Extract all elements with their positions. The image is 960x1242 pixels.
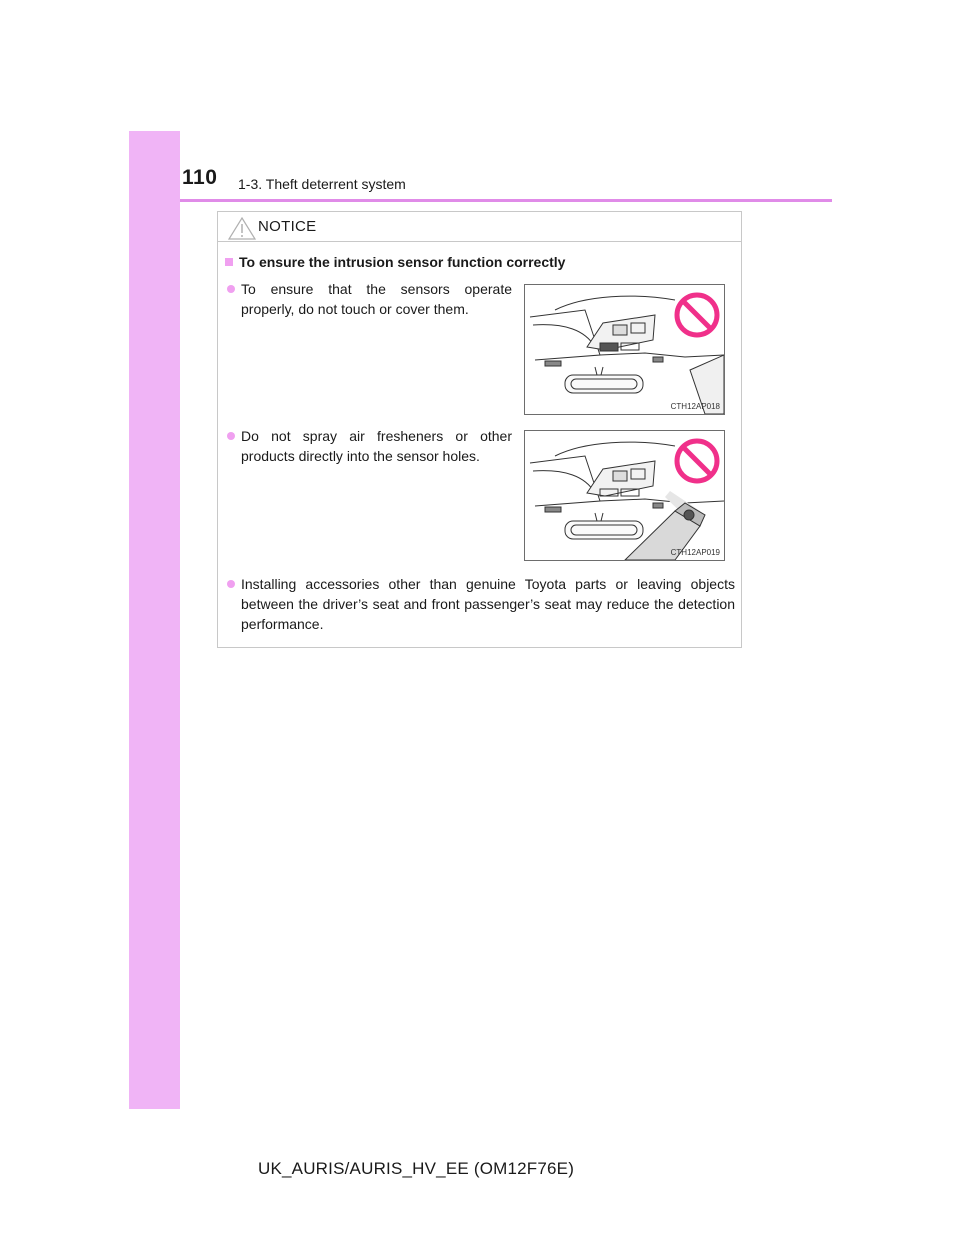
bullet-dot-icon — [227, 432, 235, 440]
document-code: UK_AURIS/AURIS_HV_EE (OM12F76E) — [258, 1159, 575, 1178]
figure-sensor-touch — [524, 284, 725, 415]
notice-header — [218, 212, 741, 242]
bullet-dot-icon — [227, 285, 235, 293]
bullet-item: Do not spray air fresheners or other products directly into the sensor holes. — [241, 426, 512, 466]
bullet-item: To ensure that the sensors operate properly, do not touch or cover them. — [241, 279, 512, 319]
notice-label: NOTICE — [258, 218, 317, 235]
warning-triangle-icon — [228, 217, 256, 240]
notice-subheading: To ensure the intrusion sensor function correctly — [225, 254, 565, 270]
prohibition-icon — [673, 291, 721, 339]
notice-box — [217, 211, 742, 648]
prohibition-icon — [673, 437, 721, 485]
figure-code: CTH12AP019 — [670, 548, 720, 557]
figure-code: CTH12AP018 — [670, 402, 720, 411]
bullet-dot-icon — [227, 580, 235, 588]
header-rule — [180, 199, 832, 202]
bullet-item: Installing accessories other than genuine Toyota parts or leaving objects between the driver’s seat and front passenger’s seat may reduce the detection performance. — [241, 574, 735, 634]
section-title: 1-3. Theft deterrent system — [238, 176, 406, 192]
square-bullet-icon — [225, 258, 233, 266]
chapter-side-tab — [129, 131, 180, 1109]
figure-sensor-spray — [524, 430, 725, 561]
page-number: 110 — [182, 166, 218, 189]
